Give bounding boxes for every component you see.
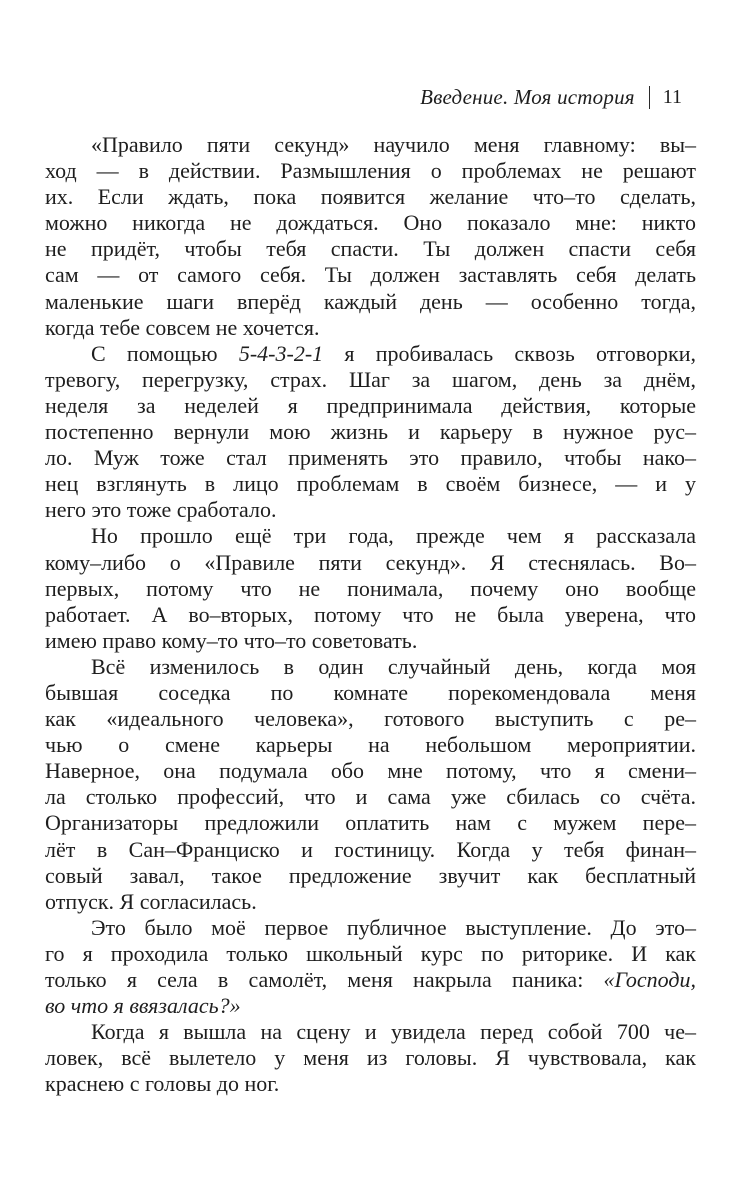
text-segment: ло. Муж тоже стал применять это правило, чтобы нако– [45,445,696,471]
text-segment: кому–либо о «Правиле пяти секунд». Я стеснялась. Во– [45,549,696,575]
text-segment: ловек, всё вылетело у меня из головы. Я чувствовала, как [45,1045,696,1071]
text-line [45,1019,696,1045]
text-line [45,810,696,836]
text-line [45,706,696,732]
text-line [45,210,696,236]
text-line [45,1045,696,1071]
text-segment: первых, потому что не понимала, почему оно вообще [45,575,696,601]
text-segment: Наверное, она подумала обо мне потому, что я смени– [45,758,696,784]
page-number: 11 [662,85,682,108]
text-line [45,132,696,158]
text-line [45,262,696,288]
text-line [45,497,696,523]
text-line [45,967,696,993]
text-line [45,289,696,315]
paragraph [45,654,696,915]
text-line [45,915,696,941]
text-line [45,471,696,497]
text-segment: него это тоже сработало. [45,497,277,523]
text-segment: неделя за неделей я предпринимала действия, которые [45,392,696,418]
text-line [45,941,696,967]
text-line [45,393,696,419]
text-line [45,367,696,393]
text-segment: Это было моё первое публичное выступление. До это– [91,914,696,940]
text-line [45,576,696,602]
text-segment: сам — от самого себя. Ты должен заставлять себя делать [45,262,696,288]
text-segment: не придёт, чтобы тебя спасти. Ты должен спасти себя [45,236,696,262]
text-segment: можно никогда не дождаться. Оно показало мне: никто [45,210,696,236]
text-segment: нец взглянуть в лицо проблемам в своём бизнесе, — и у [45,471,696,497]
text-segment: ла столько профессий, что и сама уже сбилась со счёта. [45,784,696,810]
text-segment: чью о смене карьеры на небольшом мероприятии. [45,732,696,758]
text-segment: я пробивалась сквозь отговорки, [323,340,696,366]
text-line [45,1071,696,1097]
italic-text-segment: 5-4-3-2-1 [238,340,324,366]
text-line [45,732,696,758]
text-line [45,863,696,889]
text-segment: когда тебе совсем не хочется. [45,314,320,340]
text-line [45,680,696,706]
text-segment: краснею с головы до ног. [45,1071,280,1097]
text-segment: отпуск. Я согласилась. [45,888,257,914]
text-segment: лёт в Сан–Франциско и гостиницу. Когда у тебя финан– [45,836,696,862]
text-segment: го я проходила только школьный курс по риторике. И как [45,940,696,966]
text-line [45,341,696,367]
text-segment: Организаторы предложили оплатить нам с мужем пере– [45,810,696,836]
text-segment: совый завал, такое предложение звучит как бесплатный [45,862,696,888]
text-segment: только я села в самолёт, меня накрыла паника: [45,967,604,992]
running-head [45,84,682,110]
paragraph [45,1019,696,1097]
text-line [45,184,696,210]
text-segment: Всё изменилось в один случайный день, когда моя [91,653,696,679]
text-line [45,889,696,915]
paragraph [45,523,696,653]
text-line [45,445,696,471]
text-segment: Но прошло ещё три года, прежде чем я рассказала [91,523,696,549]
text-line [45,837,696,863]
text-segment: бывшая соседка по комнате порекомендовала меня [45,679,696,705]
text-segment: работает. А во–вторых, потому что не была уверена, что [45,601,696,627]
text-segment: Когда я вышла на сцену и увидела перед собой 700 че– [91,1019,696,1045]
text-segment: тревогу, перегрузку, страх. Шаг за шагом, день за днём, [45,366,696,392]
text-segment: постепенно вернули мою жизнь и карьеру в нужное рус– [45,419,696,445]
italic-text-segment: во что я ввязалась?» [45,993,241,1019]
italic-text-segment: «Господи, [603,967,696,992]
text-segment: как «идеального человека», готового выступить с ре– [45,706,696,732]
text-line [45,315,696,341]
text-line [45,758,696,784]
paragraph [45,132,696,341]
text-line [45,628,696,654]
header-separator-line [649,86,650,109]
text-segment: их. Если ждать, пока появится желание что–то сделать, [45,184,696,210]
text-line [45,654,696,680]
text-line [45,784,696,810]
paragraph [45,341,696,524]
text-segment: С помощью [91,340,239,366]
text-line [45,602,696,628]
text-line [45,993,696,1019]
text-line [45,523,696,549]
text-line [45,550,696,576]
text-segment: маленькие шаги вперёд каждый день — особенно тогда, [45,288,696,314]
text-segment: ход — в действии. Размышления о проблемах не решают [45,158,696,184]
text-segment: «Правило пяти секунд» научило меня главному: вы– [91,132,696,157]
body-text [45,132,696,1097]
text-line [45,158,696,184]
paragraph [45,915,696,1019]
text-line [45,419,696,445]
text-line [45,236,696,262]
text-segment: имею право кому–то что–то советовать. [45,627,418,653]
chapter-title: Введение. Моя история [420,84,635,109]
